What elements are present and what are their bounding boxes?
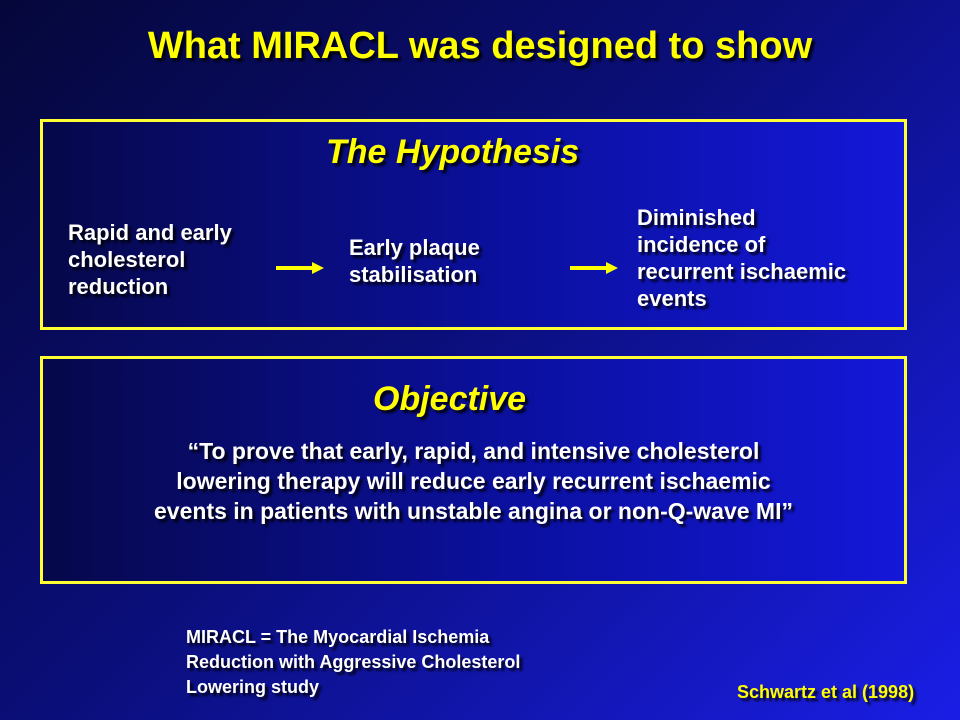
step-line: Rapid and early (68, 220, 232, 245)
step-line: incidence of (637, 232, 766, 257)
slide-title: What MIRACL was designed to show (147, 25, 813, 67)
objective-line: events in patients with unstable angina or non-Q-wave MI” (154, 498, 793, 524)
step-line: events (637, 286, 707, 311)
footnote-line: Reduction with Aggressive Cholesterol (186, 652, 521, 672)
step-line: stabilisation (349, 262, 478, 287)
objective-panel (40, 356, 907, 584)
hypothesis-panel (40, 119, 907, 330)
objective-heading: Objective (373, 380, 527, 418)
hypothesis-step-cholesterol-reduction (68, 219, 232, 300)
arrow-right-icon (570, 261, 618, 275)
objective-line: “To prove that early, rapid, and intensive cholesterol (187, 438, 760, 464)
step-line: cholesterol (68, 247, 186, 272)
footnote-line: Lowering study (186, 677, 320, 697)
citation: Schwartz et al (1998) (737, 682, 915, 702)
arrow-right-icon (276, 261, 324, 275)
step-line: recurrent ischaemic (637, 259, 847, 284)
objective-line: lowering therapy will reduce early recurrent ischaemic (176, 468, 771, 494)
hypothesis-step-plaque-stabilisation (349, 234, 480, 288)
hypothesis-heading: The Hypothesis (326, 133, 580, 171)
objective-statement (43, 436, 904, 526)
hypothesis-step-diminished-events (637, 204, 846, 312)
step-line: Diminished (637, 205, 756, 230)
step-line: reduction (68, 274, 169, 299)
miracl-definition-footnote (186, 625, 520, 700)
step-line: Early plaque (349, 235, 480, 260)
footnote-line: MIRACL = The Myocardial Ischemia (186, 627, 490, 647)
